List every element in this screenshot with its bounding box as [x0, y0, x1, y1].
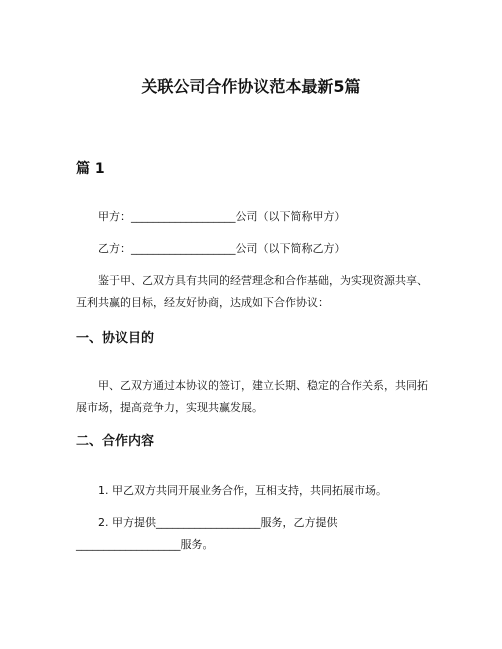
chapter-heading: 篇 1 [76, 161, 105, 177]
section-2-heading: 二、合作内容 [76, 434, 155, 449]
intro-paragraph: 鉴于甲、乙双方具有共同的经营理念和合作基础，为实现资源共享、互利共赢的目标，经友好协商，达成如下合作协议： [76, 274, 428, 309]
document-title: 关联公司合作协议范本最新5篇 [141, 77, 361, 96]
section-2-item-1: 1. 甲乙双方共同开展业务合作，互相支持，共同拓展市场。 [98, 484, 387, 497]
section-1-paragraph: 甲、乙双方通过本协议的签订，建立长期、稳定的合作关系，共同拓展市场，提高竞争力，实现共赢发展。 [76, 379, 428, 414]
party-a-line: 甲方：___________________公司（以下简称甲方） [98, 210, 346, 223]
party-b-line: 乙方：___________________公司（以下简称乙方） [98, 242, 346, 255]
section-2-item-2: 2. 甲方提供___________________服务，乙方提供___________________服务。 [76, 516, 338, 551]
section-1-heading: 一、协议目的 [76, 331, 155, 346]
